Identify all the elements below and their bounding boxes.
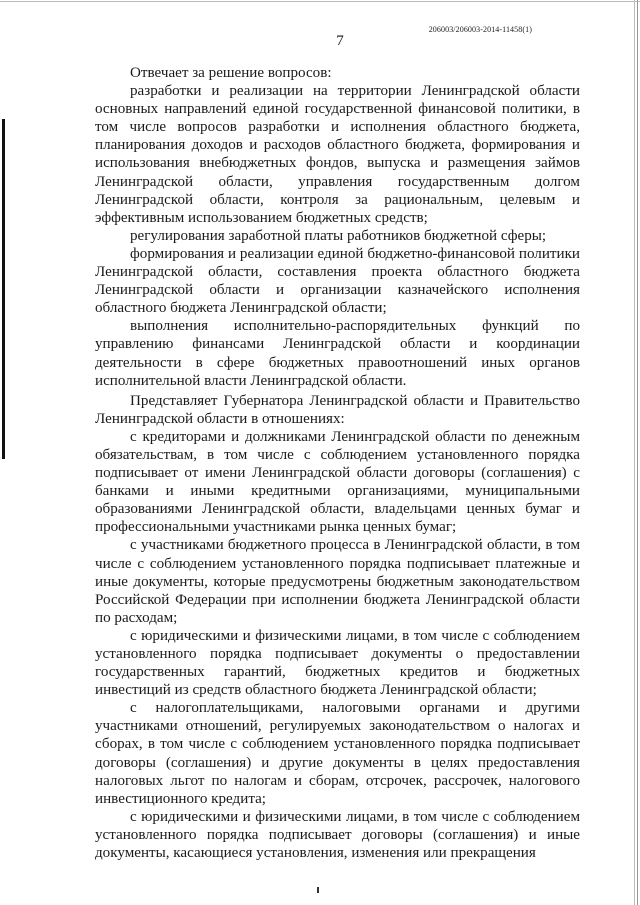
paragraph: выполнения исполнительно-распорядительных функций по управлению финансами Ленинградской области и координации деятельности в сфере бюджетных правоотношений иных органов исполнительной власти Ленинградской области.	[95, 318, 580, 389]
paragraph: Представляет Губернатора Ленинградской области и Правительство Ленинградской области в отношениях:	[95, 392, 580, 427]
paragraph: формирования и реализации единой бюджетно-финансовой политики Ленинградской области, составления проекта областного бюджета Ленинградской области и организации казначейского исполнения областного бюджета Ленинградской области;	[95, 245, 580, 317]
scan-margin-mark	[2, 119, 5, 459]
document-id: 206003/206003-2014-11458(1)	[428, 25, 532, 34]
scan-speck	[317, 887, 319, 893]
paragraph: с юридическими и физическими лицами, в том числе с соблюдением установленного порядка подписывает договоры (соглашения) и иные документы, касающиеся установления, изменения или прекращения	[95, 808, 580, 862]
scan-edge-top	[0, 1, 640, 2]
paragraph: с налогоплательщиками, налоговыми органами и другими участниками отношений, регулируемых законодательством о налогах и сборах, в том числе с соблюдением установленного порядка подписывает договоры (соглашения) и другие документы в целях предоставления налоговых льгот по налогам и сборам, отсрочек, рассрочек, налогового инвестиционного кредита;	[95, 700, 580, 807]
scan-edge-right-outer	[637, 0, 638, 905]
paragraph: Отвечает за решение вопросов:	[130, 65, 332, 81]
document-body	[95, 64, 580, 862]
paragraph: с кредиторами и должниками Ленинградской области по денежным обязательствам, в том числе с соблюдением установленного порядка подписывает от имени Ленинградской области договоры (соглашения) с банками и иными кредитными организациями, муниципальными образованиями Ленинградской области, владельцами ценных бумаг и профессиональными участниками рынка ценных бумаг;	[95, 428, 580, 536]
page-number: 7	[336, 33, 344, 49]
paragraph: разработки и реализации на территории Ленинградской области основных направлений единой государственной финансовой политики, в том числе вопросов разработки и исполнения областного бюджета, планирования доходов и расходов областного бюджета, формирования и использования внебюджетных фондов, выпуска и размещения займов Ленинградской области, управления государственным долгом Ленинградской области, контроля за рациональным, целевым и эффективным использованием бюджетных средств;	[95, 83, 580, 226]
scan-edge-right	[634, 0, 635, 905]
paragraph: регулирования заработной платы работников бюджетной сферы;	[130, 227, 547, 244]
paragraph: с юридическими и физическими лицами, в том числе с соблюдением установленного порядка подписывает документы о предоставлении государственных гарантий, бюджетных кредитов и бюджетных инвестиций из средств областного бюджета Ленинградской области;	[95, 627, 580, 699]
paragraph: с участниками бюджетного процесса в Ленинградской области, в том числе с соблюдением установленного порядка подписывает платежные и иные документы, которые предусмотрены бюджетным законодательством Российской Федерации при исполнении бюджета Ленинградской области по расходам;	[95, 537, 580, 626]
